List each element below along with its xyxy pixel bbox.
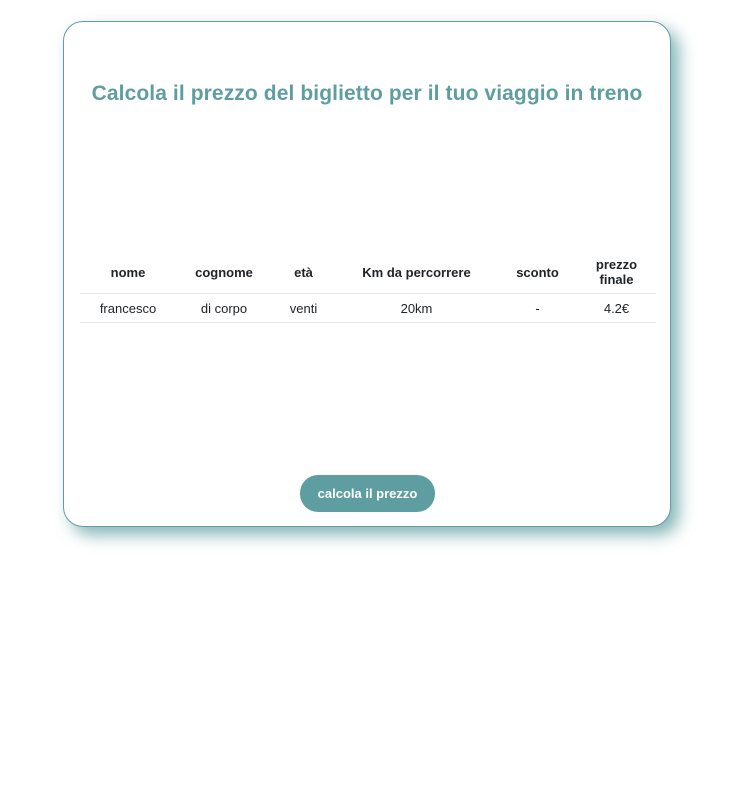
table-header-row	[80, 253, 656, 294]
page-title: Calcola il prezzo del biglietto per il tuo viaggio in treno	[91, 82, 643, 105]
column-header-eta: età	[272, 253, 335, 294]
cell-sconto: -	[498, 294, 577, 323]
column-header-nome: nome	[80, 253, 176, 294]
cell-cognome: di corpo	[176, 294, 272, 323]
ticket-calculator-card	[63, 21, 671, 527]
cell-eta: venti	[272, 294, 335, 323]
column-header-prezzo-finale: prezzo finale	[577, 253, 656, 294]
column-header-km: Km da percorrere	[335, 253, 498, 294]
column-header-cognome: cognome	[176, 253, 272, 294]
cell-nome: francesco	[80, 294, 176, 323]
table-row	[80, 294, 656, 323]
cell-prezzo-finale: 4.2€	[577, 294, 656, 323]
column-header-sconto: sconto	[498, 253, 577, 294]
cell-km: 20km	[335, 294, 498, 323]
ticket-table	[80, 253, 656, 323]
calculate-price-button[interactable]: calcola il prezzo	[300, 475, 435, 512]
